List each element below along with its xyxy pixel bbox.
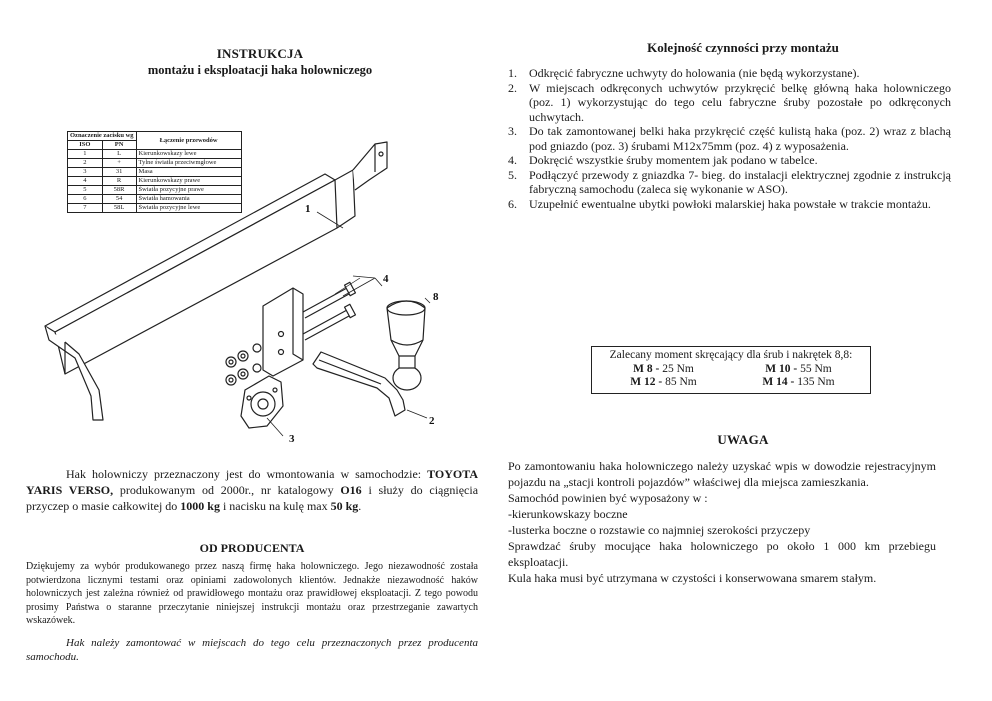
warning-paragraph: Sprawdzać śruby mocujące haka holowniczego po około 1 000 km przebiegu eksploatacji. [508,539,936,569]
step-number: 2. [508,80,517,95]
torque-title: Zalecany moment skręcający dla śrub i nakrętek 8,8: [609,349,853,361]
table-header-pn: PN [102,141,136,150]
intro-paragraph [26,466,478,514]
table-row [68,168,242,177]
table-row [68,204,242,213]
intro-text: . [358,499,362,513]
step-number: 1. [508,66,517,80]
warning-paragraph: Samochód powinien być wyposażony w : [508,491,708,505]
label-pos-8: 8 [433,291,439,303]
step-text: Podłączyć przewody z gniazdka 7- bieg. do instalacji elektrycznej zgodnie z instrukcją fabryczną samochodu (zaleca się wykonanie w ASO). [529,167,951,196]
table-row [68,186,242,195]
torque-m8 [596,363,731,377]
cell-iso: 4 [68,177,103,186]
warning-paragraph: -kierunkowskazy boczne [508,507,628,521]
label-pos-1: 1 [305,203,311,215]
car-model: TOYOTA YARIS VERSO, [26,467,478,497]
steps-heading: Kolejność czynności przy montażu [647,40,839,55]
cell-iso: 2 [68,159,103,168]
tow-ball [393,366,421,390]
steps-list [508,66,951,211]
producer-text: Dziękujemy za wybór produkowanego przez naszą firmę haka holowniczego. Jego niezawodność została potwierdzona licznymi testami oraz opiniami zadowolonych klientów. Jednakże niezawodność haków holowniczych jest zależna również od prawidłowego montażu oraz prawidłowej eksploatacji. Z tego powodu prosimy Państwa o staranne przeczytanie niniejszej instrukcji montażu oraz przestrzeganie zawartych wskazówek. [26,561,478,626]
list-item [508,124,951,153]
list-item [508,66,951,81]
torque-m8-value: 25 Nm [659,362,694,375]
cell-desc: Światła hamowania [136,195,241,204]
cell-pn: + [102,159,136,168]
cell-desc: Kierunkowskazy prawe [136,177,241,186]
torque-m12 [596,376,731,390]
cell-desc: Tylne światła przeciwmgłowe [136,159,241,168]
instruction-subtitle: montażu i eksploatacji haka holowniczego [147,63,373,77]
producer-note [26,636,478,664]
table-row [68,159,242,168]
table-header-laczenie: Łączenie przewodów [136,132,241,150]
cell-iso: 1 [68,150,103,159]
torque-m10-label: M 10 - [765,362,798,375]
list-item [508,168,951,197]
label-pos-4: 4 [383,273,389,285]
cell-iso: 3 [68,168,103,177]
cell-pn: 58R [102,186,136,195]
step-number: 5. [508,167,517,182]
nuts-washers [226,344,261,385]
label-pos-3: 3 [289,433,295,445]
warning-heading: UWAGA [717,432,769,447]
list-item [508,153,951,168]
torque-m12-label: M 12 - [630,376,663,388]
cell-iso: 5 [68,186,103,195]
intro-text: i służy do ciągnięcia przyczep o masie całkowitej do [26,483,479,513]
cell-pn: 58L [102,204,136,213]
table-row [68,150,242,159]
cell-iso: 7 [68,204,103,213]
step-text: Odkręcić fabryczne uchwyty do holowania (nie będą wykorzystane). [529,66,860,80]
list-item [508,197,951,212]
cell-pn: R [102,177,136,186]
right-bracket [353,142,387,190]
max-ball-load: 50 kg [330,499,359,513]
ball-cap [387,301,425,345]
max-mass: 1000 kg [180,499,220,513]
list-item [508,81,951,125]
cell-iso: 6 [68,195,103,204]
intro-text: produkowanym od 2000r., nr katalogowy [113,483,341,497]
table-row [68,177,242,186]
warning-paragraph: Kula haka musi być utrzymana w czystości i konserwowana smarem stałym. [508,571,877,585]
step-number: 4. [508,153,517,167]
warning-paragraph: Po zamontowaniu haka holowniczego należy uzyskać wpis w dowodzie rejestracyjnym pojazdu na „stacji kontroli pojazdów” właściwej dla miejsca zamieszkania. [508,459,936,489]
cell-pn: L [102,150,136,159]
intro-text: Hak holowniczy przeznaczony jest do wmontowania w samochodzie: [66,467,428,481]
torque-m14-label: M 14 - [762,376,795,388]
torque-box [591,346,871,394]
table-header-oznaczenie: Oznaczenie zacisku wg [68,132,137,141]
cell-pn: 31 [102,168,136,177]
cell-pn: 54 [102,195,136,204]
torque-m12-value: 85 Nm [662,376,697,388]
step-number: 3. [508,124,517,138]
catalog-number: O16 [340,483,362,497]
table-row [68,195,242,204]
bolts [303,278,360,340]
step-text: W miejscach odkręconych uchwytów przykręcić belkę główną haka holowniczego (poz. 1) wykorzystując do tego celu fabryczne śruby pozostałe po odkręconych uchwytach. [529,80,951,124]
step-text: Do tak zamontowanej belki haka przykręcić część kulistą haka (poz. 2) wraz z blachą pod gniazdo (poz. 3) śrubami M12x75mm (poz. 4) z wyposażenia. [529,124,951,153]
cell-desc: Światła pozycyjne lewe [136,204,241,213]
cell-desc: Masa [136,168,241,177]
torque-m14-value: 135 Nm [794,376,835,388]
producer-heading: OD PRODUCENTA [199,541,305,555]
wiring-table [67,131,242,213]
torque-m10-value: 55 Nm [797,362,832,375]
step-text: Dokręcić wszystkie śruby momentem jak podano w tabelce. [529,153,818,167]
socket-plate [241,376,283,428]
step-number: 6. [508,196,517,211]
cell-desc: Kierunkowskazy lewe [136,150,241,159]
producer-note-text: Hak należy zamontować w miejscach do tego celu przeznaczonych przez producenta samochodu. [26,637,478,663]
torque-m8-label: M 8 - [633,362,660,375]
step-text: Uzupełnić ewentualne ubytki powłoki malarskiej haka powstałe w trakcie montażu. [529,196,931,211]
warning-paragraph: -lusterka boczne o rozstawie co najmniej szerokości przyczepy [508,523,811,537]
torque-m10 [731,363,866,377]
ball-neck [313,352,405,416]
cell-desc: Światła pozycyjne prawe [136,186,241,195]
label-pos-2: 2 [429,415,435,427]
table-header-iso: ISO [68,141,103,150]
instruction-title: INSTRUKCJA [216,46,304,61]
warning-text [508,458,936,586]
intro-text: i nacisku na kulę max [219,499,331,513]
torque-m14 [731,376,866,390]
